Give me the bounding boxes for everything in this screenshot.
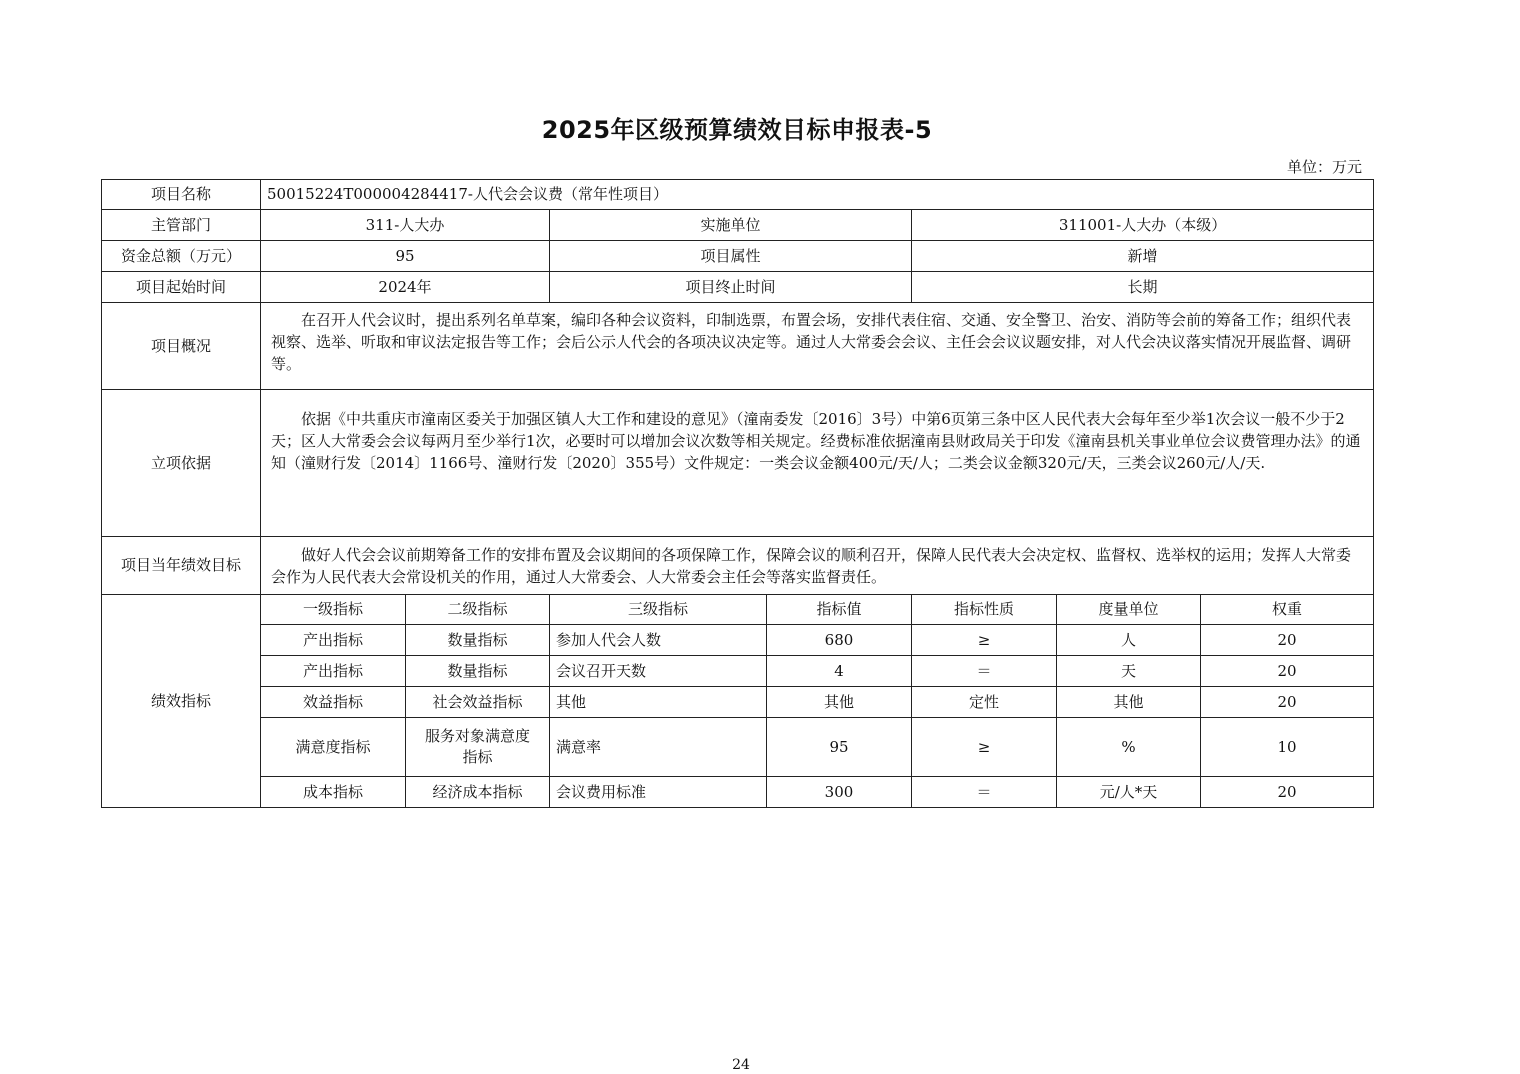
end-value: 长期: [912, 272, 1374, 303]
project-name-value: 50015224T000004284417-人代会会议费（常年性项目）: [261, 180, 1374, 210]
project-name-label: 项目名称: [102, 180, 261, 210]
row-level2: 经济成本指标: [406, 777, 550, 808]
row-weight: 20: [1201, 777, 1374, 808]
row-level2: 社会效益指标: [406, 687, 550, 718]
header-value: 指标值: [767, 595, 912, 625]
funds-value: 95: [261, 241, 550, 272]
unit-label: 单位：万元: [1286, 158, 1362, 176]
basis-label: 立项依据: [102, 390, 261, 537]
impl-label: 实施单位: [550, 210, 912, 241]
row-nature: ＝: [912, 656, 1057, 687]
row-unit: 其他: [1057, 687, 1201, 718]
goal-label: 项目当年绩效目标: [102, 537, 261, 595]
row-overview: [102, 303, 1374, 390]
row-level3: 其他: [550, 687, 767, 718]
row-level3: 会议费用标准: [550, 777, 767, 808]
row-level1: 成本指标: [261, 777, 406, 808]
indicator-header-row: [102, 595, 1374, 625]
end-label: 项目终止时间: [550, 272, 912, 303]
row-nature: ≥: [912, 625, 1057, 656]
row-value: 其他: [767, 687, 912, 718]
performance-target-table: [101, 179, 1374, 808]
goal-text-cell: [261, 537, 1374, 595]
row-unit: %: [1057, 718, 1201, 777]
start-label: 项目起始时间: [102, 272, 261, 303]
header-nature: 指标性质: [912, 595, 1057, 625]
row-weight: 20: [1201, 625, 1374, 656]
row-unit: 元/人*天: [1057, 777, 1201, 808]
basis-text: 依据《中共重庆市潼南区委关于加强区镇人大工作和建设的意见》（潼南委发〔2016〕3号）中第6页第三条中区人民代表大会每年至少举1次会议一般不少于2天；区人大常委会会议每两月至少举行1次，必要时可以增加会议次数等相关规定。经费标准依据潼南县财政局关于印发《潼南县机关事业单位会议费管理办法》的通知（潼财行发〔2014〕1166号、潼财行发〔2020〕355号）文件规定：一类会议金额400元/天/人；二类会议金额320元/天，三类会议260元/人/天.: [271, 410, 1361, 472]
row-level2: 数量指标: [406, 656, 550, 687]
dept-value: 311-人大办: [261, 210, 550, 241]
row-value: 4: [767, 656, 912, 687]
row-value: 95: [767, 718, 912, 777]
indicator-row: [102, 687, 1374, 718]
impl-value: 311001-人大办（本级）: [912, 210, 1374, 241]
row-level1: 产出指标: [261, 656, 406, 687]
page-number: 24: [732, 1057, 750, 1073]
row-goal: [102, 537, 1374, 595]
row-weight: 20: [1201, 687, 1374, 718]
overview-text: 在召开人代会议时，提出系列名单草案，编印各种会议资料，印制选票，布置会场，安排代表住宿、交通、安全警卫、治安、消防等会前的筹备工作；组织代表视察、选举、听取和审议法定报告等工作；会后公示人代会的各项决议决定等。通过人大常委会会议、主任会会议议题安排，对人代会决议落实情况开展监督、调研等。: [271, 311, 1352, 373]
row-level3: 会议召开天数: [550, 656, 767, 687]
attr-label: 项目属性: [550, 241, 912, 272]
row-unit: 人: [1057, 625, 1201, 656]
row-project-name: [102, 180, 1374, 210]
row-unit: 天: [1057, 656, 1201, 687]
header-level1: 一级指标: [261, 595, 406, 625]
row-level1: 效益指标: [261, 687, 406, 718]
row-period: [102, 272, 1374, 303]
row-nature: 定性: [912, 687, 1057, 718]
row-level3: 参加人代会人数: [550, 625, 767, 656]
page-title: 2025年区级预算绩效目标申报表-5: [541, 116, 933, 144]
row-value: 680: [767, 625, 912, 656]
indicator-section-label: 绩效指标: [102, 595, 261, 808]
header-weight: 权重: [1201, 595, 1374, 625]
row-level2: 数量指标: [406, 625, 550, 656]
indicator-row: [102, 777, 1374, 808]
row-value: 300: [767, 777, 912, 808]
attr-value: 新增: [912, 241, 1374, 272]
basis-text-cell: [261, 390, 1374, 537]
header-level2: 二级指标: [406, 595, 550, 625]
header-level3: 三级指标: [550, 595, 767, 625]
row-department: [102, 210, 1374, 241]
row-nature: ≥: [912, 718, 1057, 777]
row-level1: 满意度指标: [261, 718, 406, 777]
row-level1: 产出指标: [261, 625, 406, 656]
header-unit: 度量单位: [1057, 595, 1201, 625]
row-basis: [102, 390, 1374, 537]
goal-text: 做好人代会会议前期筹备工作的安排布置及会议期间的各项保障工作，保障会议的顺利召开，保障人民代表大会决定权、监督权、选举权的运用；发挥人大常委会作为人民代表大会常设机关的作用，通过人大常委会、人大常委会主任会等落实监督责任。: [271, 545, 1352, 586]
indicator-row: [102, 625, 1374, 656]
funds-label: 资金总额（万元）: [102, 241, 261, 272]
start-value: 2024年: [261, 272, 550, 303]
row-weight: 20: [1201, 656, 1374, 687]
row-funds: [102, 241, 1374, 272]
overview-text-cell: [261, 303, 1374, 390]
row-level3: 满意率: [550, 718, 767, 777]
indicator-row: [102, 718, 1374, 777]
row-weight: 10: [1201, 718, 1374, 777]
dept-label: 主管部门: [102, 210, 261, 241]
row-nature: ＝: [912, 777, 1057, 808]
overview-label: 项目概况: [102, 303, 261, 390]
indicator-row: [102, 656, 1374, 687]
row-level2: 服务对象满意度指标: [406, 718, 550, 777]
